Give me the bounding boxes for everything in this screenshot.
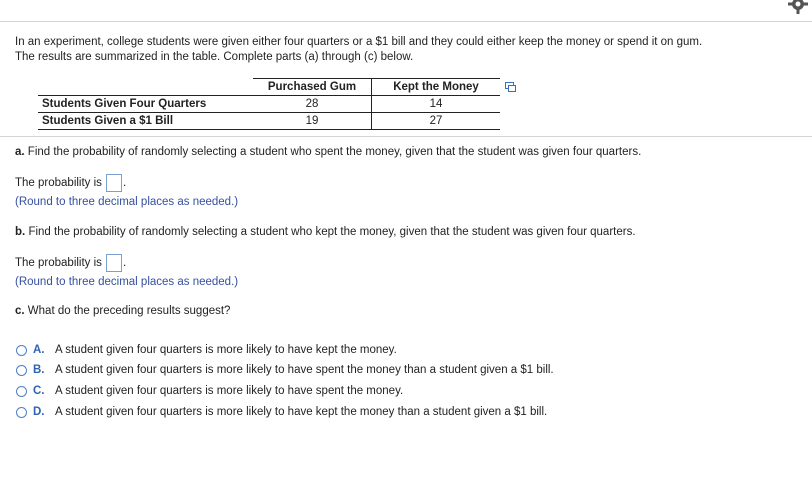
row-label: Students Given Four Quarters	[38, 96, 253, 113]
column-header: Purchased Gum	[253, 79, 372, 96]
part-b-answer-line	[15, 254, 126, 272]
part-b-hint: (Round to three decimal places as needed.)	[15, 276, 239, 288]
option-letter: D.	[33, 406, 45, 418]
option-d[interactable]	[16, 406, 547, 418]
option-letter: C.	[33, 385, 45, 397]
results-table	[38, 78, 500, 130]
table-cell: 28	[253, 96, 372, 113]
part-a-hint: (Round to three decimal places as needed.)	[15, 196, 239, 208]
answer-prefix: The probability is	[15, 257, 102, 269]
period: .	[122, 177, 127, 189]
section-divider	[0, 136, 812, 137]
part-a-question	[15, 146, 641, 158]
part-b-label: b.	[15, 226, 26, 238]
answer-prefix: The probability is	[15, 177, 102, 189]
table-cell: 19	[253, 113, 372, 130]
table-row	[38, 113, 500, 130]
part-a-answer-input[interactable]	[106, 174, 122, 192]
part-a-answer-line	[15, 174, 126, 192]
table-row	[38, 96, 500, 113]
radio-button[interactable]	[16, 407, 27, 418]
top-divider	[0, 21, 812, 22]
radio-button[interactable]	[16, 345, 27, 356]
option-letter: A.	[33, 344, 45, 356]
period: .	[122, 257, 127, 269]
option-text: A student given four quarters is more likely to have kept the money.	[55, 344, 397, 356]
part-a-text: Find the probability of randomly selecting a student who spent the money, given that the student was given four quarters.	[27, 146, 642, 158]
part-c-question	[15, 305, 230, 317]
part-a-label: a.	[15, 146, 25, 158]
part-c-text: What do the preceding results suggest?	[27, 305, 231, 317]
problem-intro	[15, 35, 805, 65]
intro-line-2: The results are summarized in the table. Complete parts (a) through (c) below.	[15, 51, 414, 63]
copy-icon[interactable]	[505, 82, 516, 92]
part-c-label: c.	[15, 305, 25, 317]
part-b-answer-input[interactable]	[106, 254, 122, 272]
option-text: A student given four quarters is more likely to have kept the money than a student given a $1 bill.	[55, 406, 548, 418]
option-text: A student given four quarters is more likely to have spent the money.	[55, 385, 404, 397]
radio-button[interactable]	[16, 386, 27, 397]
option-a[interactable]	[16, 344, 397, 356]
gear-icon[interactable]	[788, 0, 808, 14]
option-text: A student given four quarters is more likely to have spent the money than a student given a $1 bill.	[55, 364, 554, 376]
table-cell: 14	[372, 96, 501, 113]
option-c[interactable]	[16, 385, 403, 397]
part-b-question	[15, 226, 636, 238]
option-b[interactable]	[16, 364, 554, 376]
row-label: Students Given a $1 Bill	[38, 113, 253, 130]
column-header: Kept the Money	[372, 79, 501, 96]
table-corner	[38, 79, 253, 96]
option-letter: B.	[33, 364, 45, 376]
radio-button[interactable]	[16, 365, 27, 376]
intro-line-1: In an experiment, college students were given either four quarters or a $1 bill and they could either keep the money or spend it on gum.	[15, 36, 703, 48]
table-header-row	[38, 79, 500, 96]
part-b-text: Find the probability of randomly selecting a student who kept the money, given that the student was given four quarters.	[28, 226, 636, 238]
table-cell: 27	[372, 113, 501, 130]
